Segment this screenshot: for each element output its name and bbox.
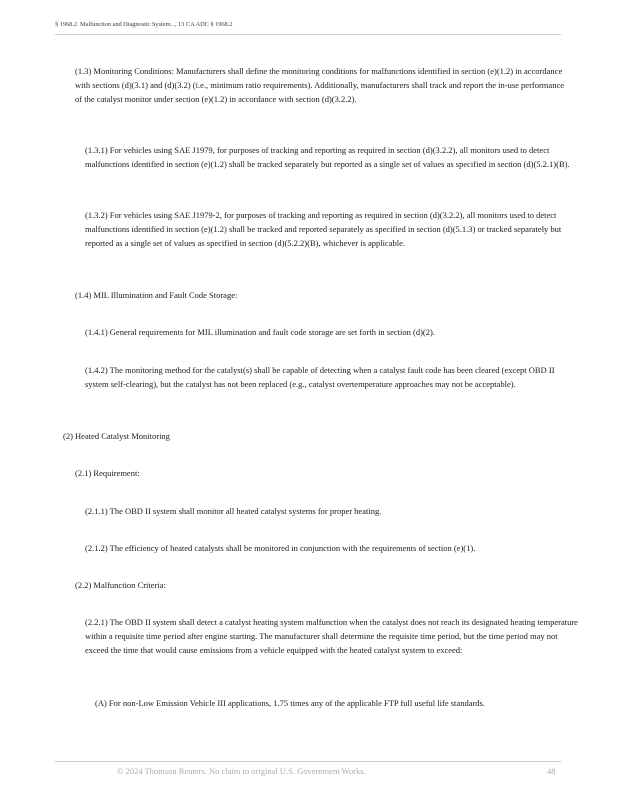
footer-divider (55, 761, 561, 762)
paragraph-1-4-2: (1.4.2) The monitoring method for the catalyst(s) shall be capable of detecting when a catalyst fault code has been cleared (except OBD II system self-clearing), but the catalyst has not been replaced (e.g., catalyst overtemperature approaches may not be acceptable). (85, 365, 555, 389)
paragraph-2-1-1: (2.1.1) The OBD II system shall monitor all heated catalyst systems for proper heating. (85, 506, 382, 516)
paragraph-1-3-2: (1.3.2) For vehicles using SAE J1979-2, for purposes of tracking and reporting as required in section (d)(3.2.2), all monitors used to detect malfunctions identified in section (e)(1.2) shall be tracked and reported separately as specified in section (d)(5.1.3) or tracked separately but reported as a single set of values as specified in section (d)(5.2.2)(B), whichever is applicable. (85, 210, 562, 248)
footer-copyright: © 2024 Thomson Reuters. No claim to original U.S. Government Works. (117, 766, 366, 776)
page-number: 48 (547, 766, 556, 776)
section-heading-2: (2) Heated Catalyst Monitoring (63, 431, 170, 441)
paragraph-2-1-2: (2.1.2) The efficiency of heated catalysts shall be monitored in conjunction with the requirements of section (e)(1). (85, 543, 476, 553)
paragraph-2-2-1: (2.2.1) The OBD II system shall detect a catalyst heating system malfunction when the catalyst does not reach its designated heating temperature within a requisite time period after engine starting. The manufacturer shall determine the requisite time period, but the time period may not exceed the time that would cause emissions from a vehicle equipped with the heated catalyst system to exceed: (85, 617, 578, 655)
running-head: § 1968.2. Malfunction and Diagnostic System..., 13 CA ADC § 1968.2 (55, 21, 233, 28)
paragraph-2-1: (2.1) Requirement: (75, 468, 140, 478)
paragraph-1-4-1: (1.4.1) General requirements for MIL illumination and fault code storage are set forth in section (d)(2). (85, 327, 435, 337)
paragraph-a: (A) For non-Low Emission Vehicle III applications, 1.75 times any of the applicable FTP full useful life standards. (95, 698, 485, 708)
paragraph-1-4: (1.4) MIL Illumination and Fault Code Storage: (75, 290, 238, 300)
header-divider (55, 34, 561, 35)
paragraph-1-3-1: (1.3.1) For vehicles using SAE J1979, for purposes of tracking and reporting as required in section (d)(3.2.2), all monitors used to detect malfunctions identified in section (e)(1.2) shall be tracked separately but reported as a single set of values as specified in section (d)(5.2.1)(B). (85, 145, 570, 169)
paragraph-2-2: (2.2) Malfunction Criteria: (75, 580, 166, 590)
paragraph-1-3: (1.3) Monitoring Conditions: Manufacturers shall define the monitoring conditions for malfunctions identified in section (e)(1.2) in accordance with sections (d)(3.1) and (d)(3.2) (i.e., minimum ratio requirements). Additionally, manufacturers shall track and report the in-use performance of the catalyst monitor under section (e)(1.2) in accordance with section (d)(3.2.2). (75, 66, 564, 104)
